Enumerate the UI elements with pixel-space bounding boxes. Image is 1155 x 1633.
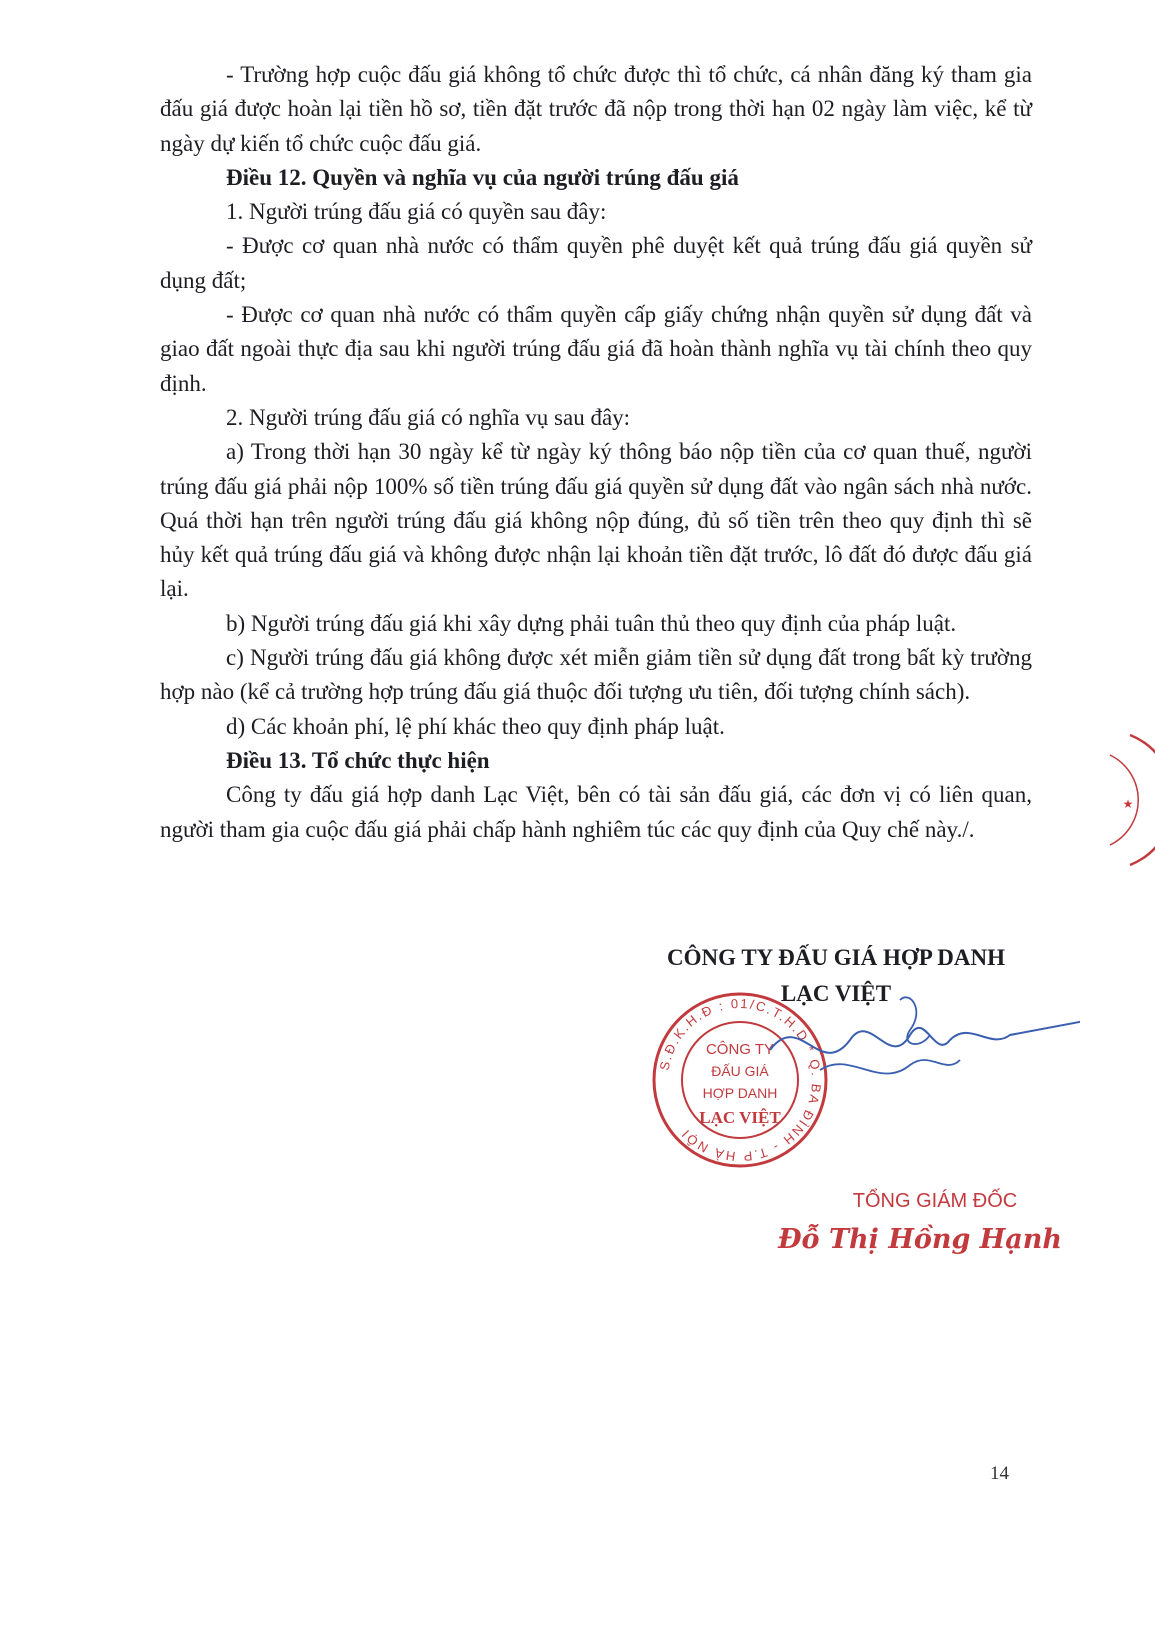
partial-edge-stamp bbox=[1100, 730, 1155, 870]
svg-text:★: ★ bbox=[1122, 797, 1134, 811]
document-body bbox=[160, 58, 1032, 847]
svg-text:ĐẤU GIÁ: ĐẤU GIÁ bbox=[711, 1063, 769, 1079]
director-title: TỔNG GIÁM ĐỐC bbox=[852, 1190, 1018, 1212]
paragraph-right-certificate: - Được cơ quan nhà nước có thẩm quyền cấp giấy chứng nhận quyền sử dụng đất và giao đất ngoài thực địa sau khi người trúng đấu giá đã hoàn thành nghĩa vụ tài chính theo quy định. bbox=[160, 302, 1032, 396]
paragraph-right-approval: - Được cơ quan nhà nước có thẩm quyền phê duyệt kết quả trúng đấu giá quyền sử dụng đất; bbox=[160, 233, 1032, 293]
company-name-line2: LẠC VIỆT bbox=[780, 981, 892, 1006]
svg-text:CÔNG TY: CÔNG TY bbox=[705, 1041, 775, 1058]
svg-text:HỢP DANH: HỢP DANH bbox=[702, 1085, 778, 1101]
paragraph-obligation-a: a) Trong thời hạn 30 ngày kể từ ngày ký thông báo nộp tiền của cơ quan thuế, người trúng đấu giá phải nộp 100% số tiền trúng đấu giá quyền sử dụng đất vào ngân sách nhà nước. Quá thời hạn trên người trúng đấu giá không nộp đúng, đủ số tiền trên theo quy định thì sẽ hủy kết quả trúng đấu giá và không được nhận lại khoản tiền đặt trước, lô đất đó được đấu giá lại. bbox=[160, 439, 1032, 602]
svg-text:S.Đ.K.H.Đ : 01/C.T.H.D * Q. BA: S.Đ.K.H.Đ : 01/C.T.H.D * Q. BA ĐÌNH - T.P HÀ NỘI bbox=[656, 995, 825, 1165]
paragraph-refund-notice: - Trường hợp cuộc đấu giá không tổ chức được thì tổ chức, cá nhân đăng ký tham gia đấu giá được hoàn lại tiền hồ sơ, tiền đặt trước đã nộp trong thời hạn 02 ngày làm việc, kể từ ngày dự kiến tổ chức cuộc đấu giá. bbox=[160, 62, 1032, 156]
paragraph-obligation-c: c) Người trúng đấu giá không được xét miễn giảm tiền sử dụng đất trong bất kỳ trường hợp nào (kể cả trường hợp trúng đấu giá thuộc đối tượng ưu tiên, đối tượng chính sách). bbox=[160, 645, 1032, 705]
article-12-heading: Điều 12. Quyền và nghĩa vụ của người trúng đấu giá bbox=[226, 164, 739, 190]
paragraph-rights-intro: 1. Người trúng đấu giá có quyền sau đây: bbox=[226, 199, 607, 225]
article-13-heading: Điều 13. Tổ chức thực hiện bbox=[226, 747, 490, 773]
page-number: 14 bbox=[990, 1463, 1009, 1484]
paragraph-implementation: Công ty đấu giá hợp danh Lạc Việt, bên có tài sản đấu giá, các đơn vị có liên quan, người tham gia cuộc đấu giá phải chấp hành nghiêm túc các quy định của Quy chế này./. bbox=[160, 782, 1032, 842]
company-name-line1: CÔNG TY ĐẤU GIÁ HỢP DANH bbox=[667, 945, 1005, 970]
paragraph-obligation-d: d) Các khoản phí, lệ phí khác theo quy định pháp luật. bbox=[226, 713, 725, 739]
paragraph-obligation-b: b) Người trúng đấu giá khi xây dựng phải tuân thủ theo quy định của pháp luật. bbox=[226, 610, 957, 636]
svg-text:LẠC VIỆT: LẠC VIỆT bbox=[699, 1108, 781, 1127]
paragraph-obligations-intro: 2. Người trúng đấu giá có nghĩa vụ sau đây: bbox=[226, 404, 631, 430]
director-name: Đỗ Thị Hồng Hạnh bbox=[777, 1224, 1063, 1255]
handwritten-signature bbox=[760, 980, 1080, 1100]
